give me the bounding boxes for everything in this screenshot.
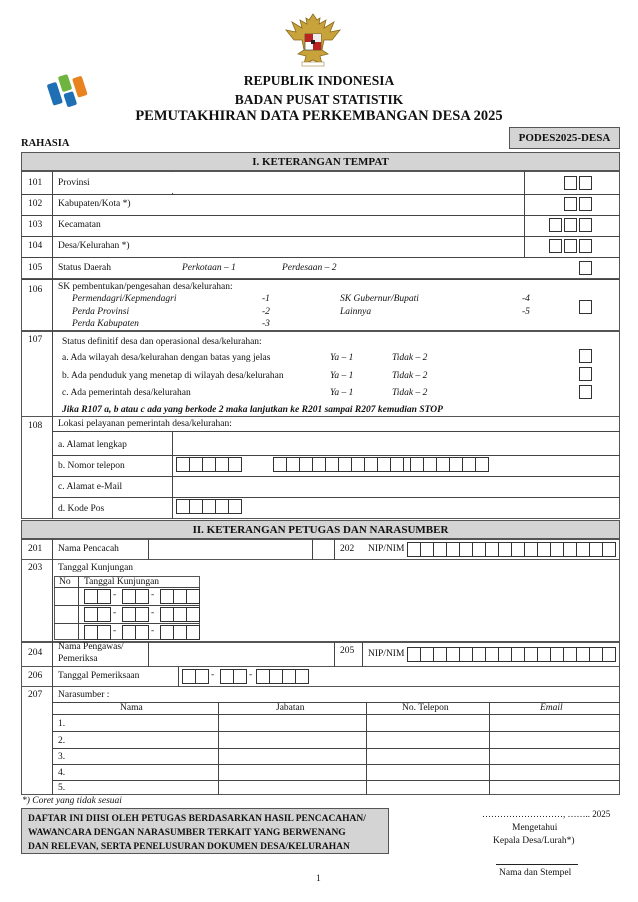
nip-pengawas-cell[interactable] xyxy=(576,647,590,662)
status-note: Jika R107 a, b atau c ada yang berkode 2 maka lanjutkan ke R201 sampai R207 kemudian STOP xyxy=(62,405,443,415)
status-a-ya: Ya – 1 xyxy=(330,353,354,363)
telepon-cell[interactable] xyxy=(338,457,352,472)
sk-code-3: -3 xyxy=(262,319,270,329)
pemeriksaan-cell[interactable] xyxy=(233,669,247,684)
status-a-tidak: Tidak – 2 xyxy=(392,353,428,363)
pemeriksaan-cell[interactable] xyxy=(269,669,283,684)
kepala-desa-label: Kepala Desa/Lurah*) xyxy=(493,836,575,846)
kodepos-cell[interactable] xyxy=(228,499,242,514)
label-pengawas-1: Nama Pengawas/ xyxy=(58,642,124,652)
telepon-cell[interactable] xyxy=(189,457,203,472)
kunjungan-cell[interactable] xyxy=(160,589,174,604)
kunjungan-cell[interactable] xyxy=(186,589,200,604)
page-title: PEMUTAKHIRAN DATA PERKEMBANGAN DESA 2025 xyxy=(135,108,503,124)
kecamatan-code-box-2[interactable] xyxy=(564,218,577,232)
label-tanggal-pemeriksaan: Tanggal Pemeriksaan xyxy=(58,671,140,681)
kunjungan-cell[interactable] xyxy=(122,625,136,640)
kunjungan-cell[interactable] xyxy=(173,589,187,604)
header-line1: REPUBLIK INDONESIA xyxy=(243,73,395,88)
nip-pencacah-cell[interactable] xyxy=(511,542,525,557)
garuda-emblem xyxy=(284,10,342,70)
status-item-c: c. Ada pemerintah desa/kelurahan xyxy=(62,388,191,398)
nip-pengawas-cell[interactable] xyxy=(433,647,447,662)
kabupaten-name-field[interactable] xyxy=(172,195,524,215)
nip-pengawas-cell[interactable] xyxy=(472,647,486,662)
kunjungan-cell[interactable] xyxy=(186,607,200,622)
status-c-box[interactable] xyxy=(579,385,592,399)
code-206: 206 xyxy=(28,671,43,681)
code-105: 105 xyxy=(28,263,43,273)
kunjungan-col-no: No xyxy=(59,577,71,587)
pemeriksaan-cell[interactable] xyxy=(282,669,296,684)
desa-code-box-2[interactable] xyxy=(564,239,577,253)
nip-pengawas-cell[interactable] xyxy=(602,647,616,662)
telepon-cell[interactable] xyxy=(215,457,229,472)
kunjungan-separator: - xyxy=(151,608,155,618)
label-nip-pengawas: NIP/NIM xyxy=(368,649,405,659)
telepon-cell[interactable] xyxy=(351,457,365,472)
nip-pengawas-cell[interactable] xyxy=(589,647,603,662)
nip-pencacah-cell[interactable] xyxy=(563,542,577,557)
signature-line xyxy=(496,864,578,865)
provinsi-code-box-1[interactable] xyxy=(564,176,577,190)
nip-pengawas-cell[interactable] xyxy=(524,647,538,662)
nama-stempel-label: Nama dan Stempel xyxy=(499,868,572,878)
kecamatan-name-field[interactable] xyxy=(172,216,524,236)
nama-pencacah-field[interactable] xyxy=(149,540,312,559)
statement-line-1: DAFTAR INI DIISI OLEH PETUGAS BERDASARKAN HASIL PENCACAHAN/ xyxy=(28,814,366,824)
kodepos-cell[interactable] xyxy=(215,499,229,514)
kunjungan-cell[interactable] xyxy=(135,625,149,640)
classification-label: RAHASIA xyxy=(21,138,70,149)
telepon-cell[interactable] xyxy=(377,457,391,472)
status-c-ya: Ya – 1 xyxy=(330,388,354,398)
sk-answer-box[interactable] xyxy=(579,300,592,314)
telepon-cell[interactable] xyxy=(176,457,190,472)
kunjungan-cell[interactable] xyxy=(97,589,111,604)
nip-pengawas-cell[interactable] xyxy=(511,647,525,662)
page-number: 1 xyxy=(316,874,321,884)
section-1-title: I. KETERANGAN TEMPAT xyxy=(21,152,620,171)
telepon-cell[interactable] xyxy=(325,457,339,472)
alamat-field[interactable] xyxy=(173,432,619,455)
nip-pengawas-cell[interactable] xyxy=(459,647,473,662)
code-207: 207 xyxy=(28,690,43,700)
kunjungan-col-date: Tanggal Kunjungan xyxy=(84,577,160,587)
kunjungan-cell[interactable] xyxy=(160,625,174,640)
nip-pengawas-cell[interactable] xyxy=(550,647,564,662)
narasumber-num-5: 5. xyxy=(58,783,66,793)
nip-pengawas-cell[interactable] xyxy=(563,647,577,662)
kunjungan-separator: - xyxy=(113,590,117,600)
nip-pencacah-cell[interactable] xyxy=(420,542,434,557)
label-sk: SK pembentukan/pengesahan desa/kelurahan: xyxy=(58,282,233,292)
status-b-tidak: Tidak – 2 xyxy=(392,371,428,381)
label-tanggal-kunjungan: Tanggal Kunjungan xyxy=(58,563,134,573)
status-b-box[interactable] xyxy=(579,367,592,381)
telepon-cell[interactable] xyxy=(475,457,489,472)
mengetahui-label: Mengetahui xyxy=(512,823,558,833)
desa-code-box-3[interactable] xyxy=(579,239,592,253)
narasumber-col-jabatan: Jabatan xyxy=(276,703,305,713)
nip-pencacah-cell[interactable] xyxy=(576,542,590,557)
nip-pencacah-cell[interactable] xyxy=(407,542,421,557)
label-email: c. Alamat e-Mail xyxy=(58,482,123,492)
kunjungan-cell[interactable] xyxy=(84,607,98,622)
nip-pencacah-cell[interactable] xyxy=(472,542,486,557)
nip-pengawas-cell[interactable] xyxy=(485,647,499,662)
code-107: 107 xyxy=(28,335,43,345)
nip-pencacah-cell[interactable] xyxy=(602,542,616,557)
telepon-cell[interactable] xyxy=(364,457,378,472)
code-106: 106 xyxy=(28,285,43,295)
nip-pencacah-cell[interactable] xyxy=(550,542,564,557)
kunjungan-cell[interactable] xyxy=(135,607,149,622)
sk-code-5: -5 xyxy=(522,307,530,317)
label-lokasi: Lokasi pelayanan pemerintah desa/kelurahan: xyxy=(58,419,232,429)
kabupaten-code-box-1[interactable] xyxy=(564,197,577,211)
statement-box xyxy=(21,808,389,854)
nip-pengawas-cell[interactable] xyxy=(407,647,421,662)
place-date: ………………………, …….. 2025 xyxy=(482,809,611,819)
sk-code-1: -1 xyxy=(262,294,270,304)
kunjungan-separator: - xyxy=(113,626,117,636)
sk-option-5: Lainnya xyxy=(340,307,372,317)
telepon-cell[interactable] xyxy=(299,457,313,472)
status-daerah-box[interactable] xyxy=(579,261,592,275)
row-207-frame xyxy=(21,687,620,795)
sk-option-3: Perda Kabupaten xyxy=(72,319,139,329)
telepon-cell[interactable] xyxy=(462,457,476,472)
telepon-cell[interactable] xyxy=(410,457,424,472)
kunjungan-cell[interactable] xyxy=(122,589,136,604)
kunjungan-cell[interactable] xyxy=(173,625,187,640)
kunjungan-cell[interactable] xyxy=(84,589,98,604)
statement-line-2: WAWANCARA DENGAN NARASUMBER TERKAIT YANG BERWENANG xyxy=(28,828,346,838)
telepon-cell[interactable] xyxy=(228,457,242,472)
nip-pencacah-cell[interactable] xyxy=(524,542,538,557)
nip-pencacah-cell[interactable] xyxy=(433,542,447,557)
code-108: 108 xyxy=(28,421,43,431)
code-204: 204 xyxy=(28,648,43,658)
narasumber-num-1: 1. xyxy=(58,719,66,729)
kecamatan-code-box-1[interactable] xyxy=(549,218,562,232)
provinsi-name-field[interactable] xyxy=(172,172,524,193)
statement-line-3: DAN RELEVAN, SERTA PENELUSURAN DOKUMEN DESA/KELURAHAN xyxy=(28,842,350,852)
nama-pengawas-field[interactable] xyxy=(149,643,334,666)
status-a-box[interactable] xyxy=(579,349,592,363)
sk-code-2: -2 xyxy=(262,307,270,317)
kunjungan-cell[interactable] xyxy=(186,625,200,640)
nip-pengawas-cell[interactable] xyxy=(498,647,512,662)
status-item-b: b. Ada penduduk yang menetap di wilayah desa/kelurahan xyxy=(62,371,284,381)
label-nama-pencacah: Nama Pencacah xyxy=(58,544,119,554)
kunjungan-cell[interactable] xyxy=(122,607,136,622)
telepon-cell[interactable] xyxy=(423,457,437,472)
nip-pencacah-cell[interactable] xyxy=(498,542,512,557)
label-kecamatan: Kecamatan xyxy=(58,220,101,230)
kecamatan-code-box-3[interactable] xyxy=(579,218,592,232)
kunjungan-separator: - xyxy=(113,608,117,618)
sk-option-4: SK Gubernur/Bupati xyxy=(340,294,419,304)
code-104: 104 xyxy=(28,241,43,251)
nip-pengawas-cell[interactable] xyxy=(537,647,551,662)
pemeriksaan-cell[interactable] xyxy=(220,669,234,684)
telepon-cell[interactable] xyxy=(312,457,326,472)
kunjungan-cell[interactable] xyxy=(97,625,111,640)
desa-name-field[interactable] xyxy=(172,237,524,257)
status-c-tidak: Tidak – 2 xyxy=(392,388,428,398)
footnote: *) Coret yang tidak sesuai xyxy=(22,796,122,806)
nip-pencacah-cell[interactable] xyxy=(537,542,551,557)
kunjungan-separator: - xyxy=(151,626,155,636)
code-202: 202 xyxy=(340,544,355,554)
kodepos-cell[interactable] xyxy=(176,499,190,514)
pemeriksaan-cell[interactable] xyxy=(182,669,196,684)
kunjungan-separator: - xyxy=(151,590,155,600)
nip-pencacah-cell[interactable] xyxy=(446,542,460,557)
telepon-cell[interactable] xyxy=(273,457,287,472)
kunjungan-cell[interactable] xyxy=(173,607,187,622)
sk-code-4: -4 xyxy=(522,294,530,304)
nip-pencacah-cell[interactable] xyxy=(485,542,499,557)
kodepos-cell[interactable] xyxy=(189,499,203,514)
label-kodepos: d. Kode Pos xyxy=(58,504,105,514)
pemeriksaan-cell[interactable] xyxy=(295,669,309,684)
label-status-daerah: Status Daerah xyxy=(58,263,112,273)
nip-pengawas-cell[interactable] xyxy=(446,647,460,662)
telepon-cell[interactable] xyxy=(436,457,450,472)
label-kabupaten: Kabupaten/Kota *) xyxy=(58,199,131,209)
kunjungan-cell[interactable] xyxy=(160,607,174,622)
option-perkotaan: Perkotaan – 1 xyxy=(182,263,236,273)
telepon-cell[interactable] xyxy=(202,457,216,472)
section-2-title: II. KETERANGAN PETUGAS DAN NARASUMBER xyxy=(21,520,620,539)
kabupaten-code-box-2[interactable] xyxy=(579,197,592,211)
telepon-cell[interactable] xyxy=(390,457,404,472)
email-field[interactable] xyxy=(173,477,619,497)
nip-pencacah-cell[interactable] xyxy=(459,542,473,557)
kunjungan-cell[interactable] xyxy=(135,589,149,604)
nip-pengawas-cell[interactable] xyxy=(420,647,434,662)
narasumber-num-3: 3. xyxy=(58,752,66,762)
pemeriksaan-separator: - xyxy=(211,670,215,680)
form-code-badge: PODES2025-DESA xyxy=(509,127,620,149)
status-item-a: a. Ada wilayah desa/kelurahan dengan batas yang jelas xyxy=(62,353,271,363)
label-narasumber: Narasumber : xyxy=(58,690,110,700)
desa-code-box-1[interactable] xyxy=(549,239,562,253)
code-103: 103 xyxy=(28,220,43,230)
label-status-definitif: Status definitif desa dan operasional desa/kelurahan: xyxy=(62,337,262,347)
sk-option-1: Permendagri/Kepmendagri xyxy=(72,294,177,304)
pemeriksaan-separator: - xyxy=(249,670,253,680)
label-nip-pencacah: NIP/NIM xyxy=(368,544,405,554)
kunjungan-cell[interactable] xyxy=(97,607,111,622)
header-line2: BADAN PUSAT STATISTIK xyxy=(234,92,404,107)
narasumber-col-email: Email xyxy=(540,703,563,713)
narasumber-col-nama: Nama xyxy=(120,703,143,713)
narasumber-col-telepon: No. Telepon xyxy=(402,703,449,713)
telepon-cell[interactable] xyxy=(286,457,300,472)
label-desa: Desa/Kelurahan *) xyxy=(58,241,130,251)
label-provinsi: Provinsi xyxy=(58,178,90,188)
code-203: 203 xyxy=(28,563,43,573)
label-pengawas-2: Pemeriksa xyxy=(58,654,98,664)
nip-pencacah-cell[interactable] xyxy=(589,542,603,557)
label-telepon: b. Nomor telepon xyxy=(58,461,125,471)
kunjungan-cell[interactable] xyxy=(84,625,98,640)
pemeriksaan-cell[interactable] xyxy=(195,669,209,684)
pemeriksaan-cell[interactable] xyxy=(256,669,270,684)
kodepos-cell[interactable] xyxy=(202,499,216,514)
label-alamat: a. Alamat lengkap xyxy=(58,440,127,450)
sk-option-2: Perda Provinsi xyxy=(72,307,130,317)
narasumber-num-2: 2. xyxy=(58,736,66,746)
telepon-cell[interactable] xyxy=(449,457,463,472)
code-101: 101 xyxy=(28,178,43,188)
provinsi-code-box-2[interactable] xyxy=(579,176,592,190)
code-201: 201 xyxy=(28,544,43,554)
narasumber-num-4: 4. xyxy=(58,768,66,778)
code-102: 102 xyxy=(28,199,43,209)
code-205: 205 xyxy=(340,646,355,656)
status-b-ya: Ya – 1 xyxy=(330,371,354,381)
option-perdesaan: Perdesaan – 2 xyxy=(282,263,337,273)
